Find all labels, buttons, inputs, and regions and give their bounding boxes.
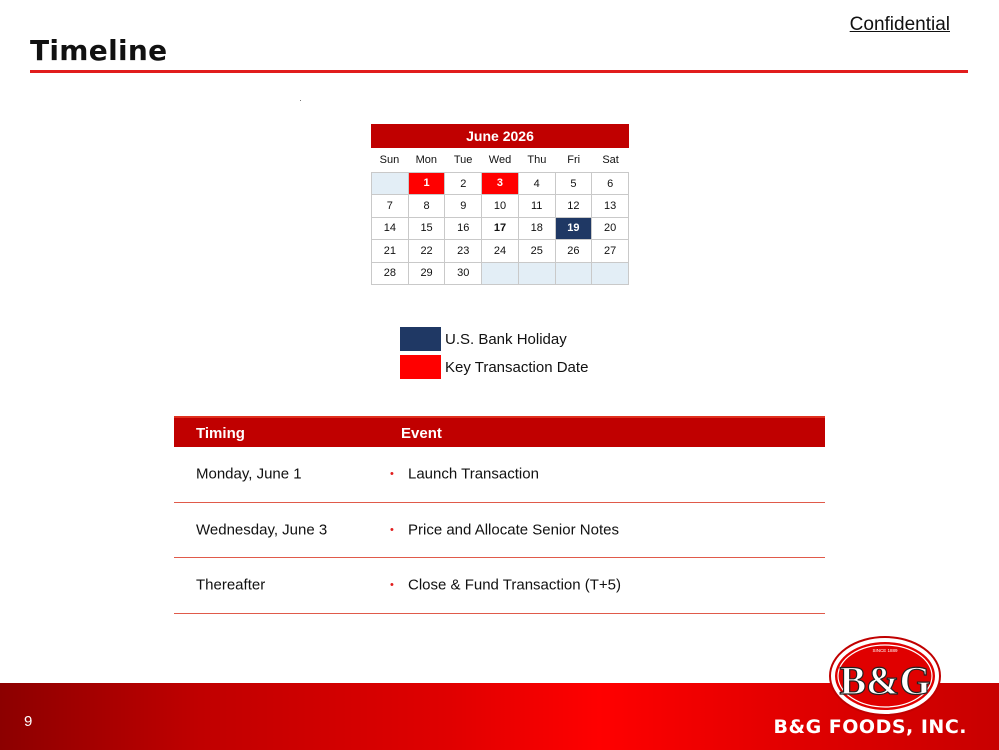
event-cell: Price and Allocate Senior Notes [408,521,619,539]
weekday-tue: Tue [453,154,473,166]
bg-foods-logo [829,636,941,716]
calendar-day-number: 29 [420,267,433,280]
weekday-thu: Thu [527,154,547,166]
table-row [174,503,825,559]
calendar-day-12 [556,195,593,217]
calendar-day-number: 3 [496,177,504,189]
calendar-day-24 [482,240,519,262]
calendar-day-number: 28 [383,267,396,280]
timing-cell: Thereafter [196,576,266,594]
calendar-empty-cell [556,263,593,285]
calendar-day-26 [556,240,593,262]
calendar-day-22 [409,240,446,262]
calendar-day-number: 11 [530,200,543,213]
calendar-day-number: 24 [493,244,507,257]
calendar-empty-cell [372,173,409,195]
calendar-day-6 [592,173,629,195]
timing-cell: Wednesday, June 3 [196,521,328,539]
calendar-day-number: 7 [386,200,393,213]
logo-tagline: SINCE 1889 [872,648,898,653]
calendar-day-2 [445,173,482,195]
calendar-day-23 [445,240,482,262]
calendar-day-number: 18 [530,222,543,235]
calendar-day-number: 19 [567,222,580,235]
calendar-day-9 [445,195,482,217]
calendar-empty-cell [592,263,629,285]
calendar-day-number: 30 [457,267,470,280]
bullet-icon: • [390,579,394,592]
calendar-day-number: 12 [567,200,580,213]
calendar-day-7 [372,195,409,217]
bullet-icon: • [390,523,394,536]
company-name: B&G FOODS, INC. [773,716,967,738]
legend-label: Key Transaction Date [445,358,589,376]
timeline-table [174,416,825,614]
calendar-day-number: 23 [457,244,470,257]
calendar-day-number: 6 [607,177,614,190]
calendar-day-number: 5 [570,177,577,190]
calendar-day-18 [519,218,556,240]
title-divider [30,70,968,73]
calendar-day-29 [409,263,446,285]
calendar-day-1 [409,173,446,195]
table-row [174,558,825,614]
table-row [174,447,825,503]
calendar-day-5 [556,173,593,195]
calendar-day-15 [409,218,446,240]
calendar-day-11 [519,195,556,217]
calendar-day-number: 4 [533,177,540,190]
timeline-table-header [174,416,825,447]
calendar-day-number: 14 [383,222,396,235]
calendar-day-25 [519,240,556,262]
calendar-day-20 [592,218,629,240]
calendar-day-number: 26 [567,244,580,257]
weekday-sun: Sun [379,154,400,166]
calendar-day-number: 17 [493,222,507,235]
calendar-day-number: 8 [423,200,430,213]
calendar-day-3 [482,173,519,195]
page-number: 9 [24,713,33,730]
calendar-empty-cell [482,263,519,285]
calendar-day-number: 1 [423,177,430,189]
calendar-day-number: 2 [460,177,467,190]
confidential-label: Confidential [849,14,950,35]
calendar-day-number: 22 [420,244,433,257]
calendar-day-number: 16 [457,222,470,235]
legend-item-key-date [400,353,588,381]
calendar-day-21 [372,240,409,262]
event-cell: Launch Transaction [408,465,539,483]
bank-holiday-swatch [400,327,441,351]
calendar-day-number: 15 [420,222,433,235]
june-calendar [371,124,629,285]
timing-column-header: Timing [196,425,245,442]
legend-label: U.S. Bank Holiday [445,330,567,348]
calendar-day-number: 13 [604,200,617,213]
calendar-day-number: 20 [604,222,617,235]
timing-cell: Monday, June 1 [196,465,302,483]
calendar-day-27 [592,240,629,262]
calendar-day-13 [592,195,629,217]
calendar-day-28 [372,263,409,285]
calendar-day-number: 25 [530,244,543,257]
calendar-day-17 [482,218,519,240]
calendar-day-8 [409,195,446,217]
calendar-day-number: 10 [493,200,507,213]
logo-text: B&G [839,658,931,703]
calendar-day-16 [445,218,482,240]
weekday-mon: Mon [415,154,437,166]
calendar-day-14 [372,218,409,240]
calendar-empty-cell [519,263,556,285]
key-date-swatch [400,355,441,379]
weekday-wed: Wed [488,154,512,166]
event-cell: Close & Fund Transaction (T+5) [408,576,622,594]
calendar-weekday-header [371,148,629,172]
bullet-icon: • [390,468,394,481]
calendar-day-number: 21 [383,244,396,257]
weekday-sat: Sat [602,154,619,166]
calendar-legend [400,325,588,381]
legend-item-bank-holiday [400,325,588,353]
weekday-fri: Fri [567,154,581,166]
calendar-day-grid [371,172,629,285]
calendar-month-title: June 2026 [371,124,629,148]
page-title: Timeline [30,34,168,67]
calendar-day-number: 27 [604,244,617,257]
calendar-day-10 [482,195,519,217]
calendar-day-number: 9 [460,200,467,213]
event-column-header: Event [401,425,442,442]
calendar-day-4 [519,173,556,195]
calendar-day-30 [445,263,482,285]
calendar-day-19 [556,218,593,240]
stray-dot [300,100,301,101]
